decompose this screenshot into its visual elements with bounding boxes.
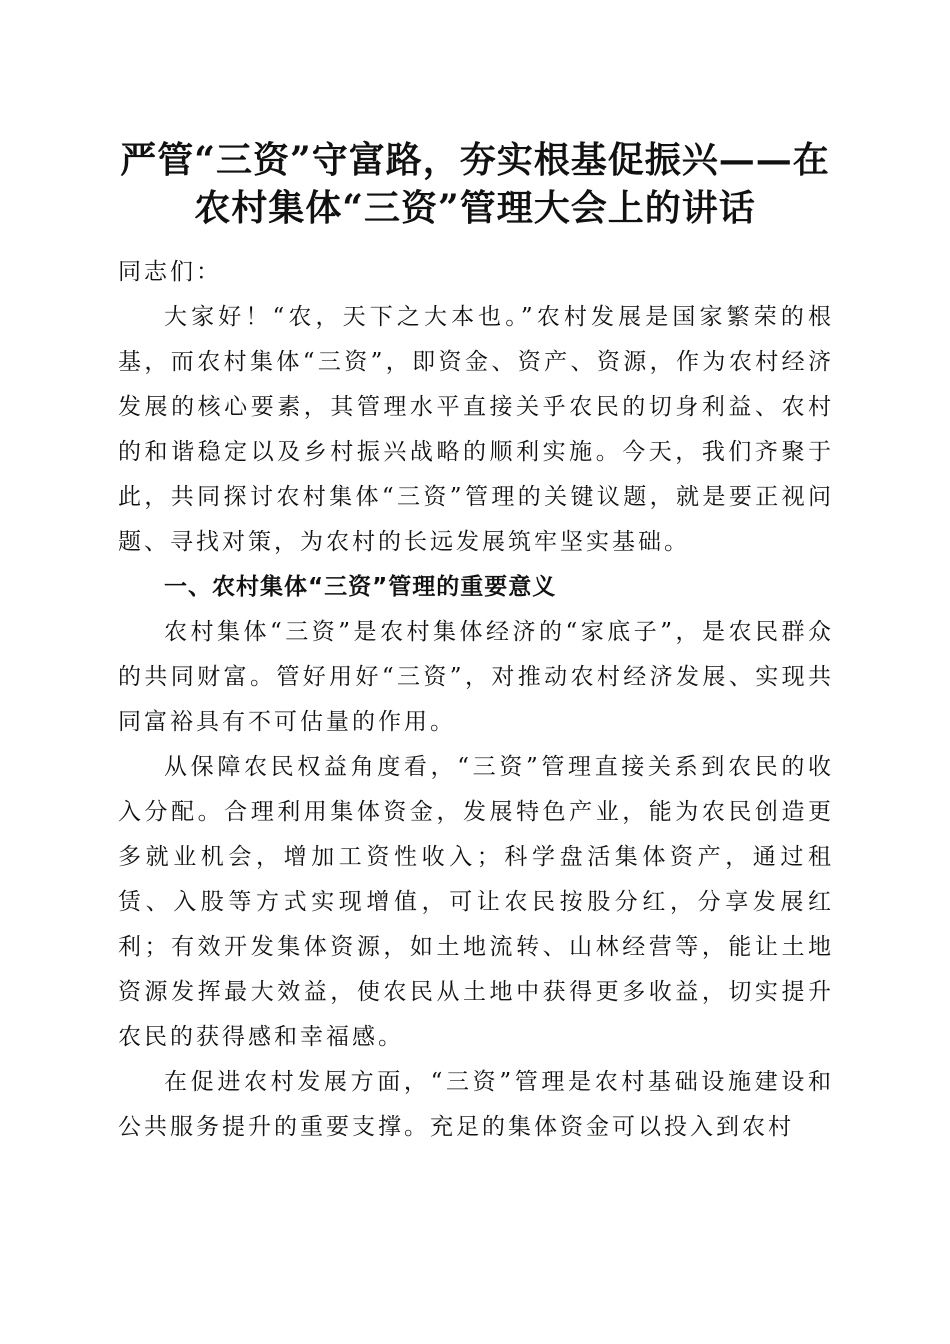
document-body <box>118 250 834 1150</box>
title-line-1: 严管“三资”守富路，夯实根基促振兴——在 <box>120 139 830 181</box>
section1-paragraph-1: 农村集体“三资”是农村集体经济的“家底子”，是农民群众的共同财富。管好用好“三资”，对推动农村经济发展、实现共同富裕具有不可估量的作用。 <box>118 619 834 735</box>
opening-paragraph: 大家好！“农，天下之大本也。”农村发展是国家繁荣的根基，而农村集体“三资”，即资金、资产、资源，作为农村经济发展的核心要素，其管理水平直接关乎农民的切身利益、农村的和谐稳定以及乡村振兴战略的顺利实施。今天，我们齐聚于此，共同探讨农村集体“三资”管理的关键议题，就是要正视问题、寻找对策，为农村的长远发展筑牢坚实基础。 <box>118 304 834 555</box>
section1-paragraph-3: 在促进农村发展方面，“三资”管理是农村基础设施建设和公共服务提升的重要支撑。充足的集体资金可以投入到农村 <box>118 1069 834 1140</box>
section1-paragraph-2: 从保障农民权益角度看，“三资”管理直接关系到农民的收入分配。合理利用集体资金，发展特色产业，能为农民创造更多就业机会，增加工资性收入；科学盘活集体资产，通过租赁、入股等方式实现增值，可让农民按股分红，分享发展红利；有效开发集体资源，如土地流转、山林经营等，能让土地资源发挥最大效益，使农民从土地中获得更多收益，切实提升农民的获得感和幸福感。 <box>118 754 834 1050</box>
document-title <box>100 136 850 232</box>
salutation: 同志们： <box>118 259 222 285</box>
title-line-2: 农村集体“三资”管理大会上的讲话 <box>194 187 756 229</box>
section-heading-1: 一、农村集体“三资”管理的重要意义 <box>164 574 557 600</box>
